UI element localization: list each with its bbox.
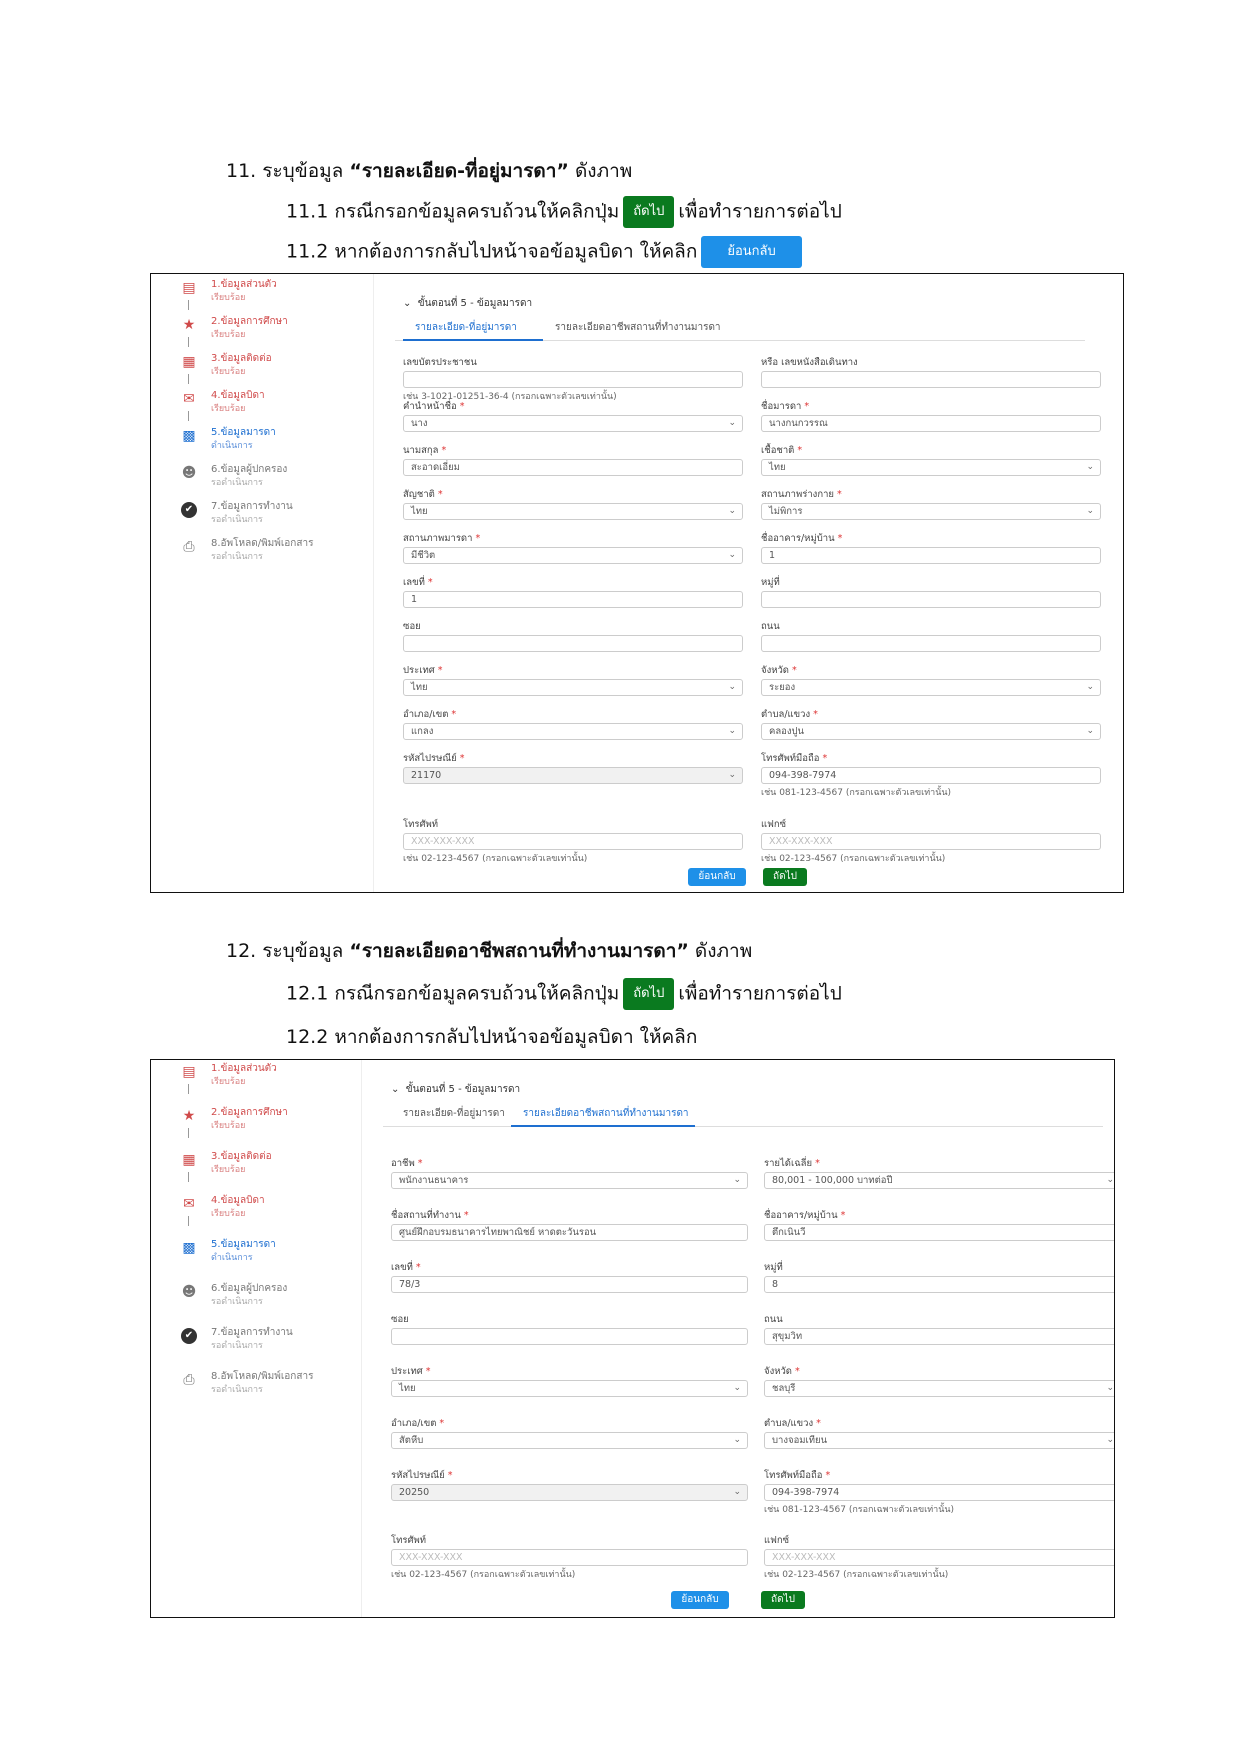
g02-select[interactable]: [764, 1172, 1115, 1189]
sidebar-step-status: ดำเนินการ: [211, 441, 253, 451]
f03-value: นาง: [411, 418, 428, 429]
g14-hint: เช่น 081-123-4567 (กรอกเฉพาะตัวเลขเท่านั้น): [764, 1505, 955, 1515]
f03-select[interactable]: [403, 415, 743, 432]
f08-select[interactable]: [761, 503, 1101, 520]
g07-label: ซอย: [391, 1314, 409, 1325]
g13-label: รหัสไปรษณีย์ *: [391, 1470, 453, 1481]
form-panel-2: [361, 1060, 1114, 1617]
step-connector: [188, 1084, 189, 1094]
sidebar-step-label: 3.ข้อมูลติดต่อ: [211, 1151, 272, 1162]
check-circle-icon: ✔: [181, 502, 197, 518]
sidebar-step-4[interactable]: [171, 389, 371, 425]
f05-value: สะอาดเอี่ยม: [411, 462, 460, 473]
f22-input[interactable]: [761, 833, 1101, 850]
g11-select[interactable]: [391, 1432, 748, 1449]
active-tab-indicator: [511, 1125, 695, 1127]
f09-value: มีชีวิต: [411, 550, 436, 561]
f11-label: เลขที่ *: [403, 577, 433, 588]
f02-label: หรือ เลขหนังสือเดินทาง: [761, 357, 858, 368]
f05-label: นามสกุล *: [403, 445, 447, 456]
f20-label: โทรศัพท์มือถือ *: [761, 753, 828, 764]
sidebar-step-7[interactable]: [171, 500, 371, 536]
f21-value: XXX-XXX-XXX: [411, 836, 475, 847]
f04-input[interactable]: [761, 415, 1101, 432]
f22-label: แฟกซ์: [761, 819, 787, 830]
sidebar-step-status: เรียบร้อย: [211, 1077, 246, 1087]
g09-value: ไทย: [399, 1383, 416, 1394]
sidebar-step-status: ดำเนินการ: [211, 1253, 253, 1263]
sidebar-step-status: เรียบร้อย: [211, 1209, 246, 1219]
sidebar-step-label: 6.ข้อมูลผู้ปกครอง: [211, 464, 288, 475]
f10-label: ชื่ออาคาร/หมู่บ้าน *: [761, 533, 843, 544]
g05-input[interactable]: [391, 1276, 748, 1293]
sidebar-step-2[interactable]: [171, 315, 371, 351]
f16-value: ระยอง: [769, 682, 796, 693]
next-button-sample: ถัดไป: [623, 196, 674, 228]
sidebar-step-label: 2.ข้อมูลการศึกษา: [211, 316, 288, 327]
f21-input[interactable]: [403, 833, 743, 850]
sidebar-step-status: รอดำเนินการ: [211, 1385, 263, 1395]
g06-label: หมู่ที่: [764, 1262, 783, 1273]
g10-select[interactable]: [764, 1380, 1115, 1397]
step-connector: [188, 300, 189, 310]
g01-select[interactable]: [391, 1172, 748, 1189]
sidebar-step-label: 8.อัพโหลด/พิมพ์เอกสาร: [211, 1371, 314, 1382]
f10-input[interactable]: [761, 547, 1101, 564]
sidebar-step-8[interactable]: [171, 1370, 371, 1406]
g06-value: 8: [772, 1279, 779, 1290]
next-button[interactable]: ถัดไป: [761, 1591, 805, 1609]
g05-value: 78/3: [399, 1279, 421, 1290]
back-button[interactable]: ย้อนกลับ: [671, 1591, 729, 1609]
f15-select[interactable]: [403, 679, 743, 696]
f11-input[interactable]: [403, 591, 743, 608]
f07-label: สัญชาติ *: [403, 489, 443, 500]
g06-input[interactable]: [764, 1276, 1115, 1293]
f22-hint: เช่น 02-123-4567 (กรอกเฉพาะตัวเลขเท่านั้น): [761, 854, 946, 864]
f01-input[interactable]: [403, 371, 743, 388]
f17-select[interactable]: [403, 723, 743, 740]
g11-value: สัตหีบ: [399, 1435, 424, 1446]
chevron-down-icon: ⌄: [728, 770, 736, 780]
g12-select[interactable]: [764, 1432, 1115, 1449]
sidebar-step-5[interactable]: [171, 1238, 371, 1274]
sidebar-step-6[interactable]: [171, 463, 371, 499]
sidebar-step-label: 5.ข้อมูลมารดา: [211, 1239, 276, 1250]
g16-label: แฟกซ์: [764, 1535, 790, 1546]
people-icon: ☻: [181, 465, 197, 481]
f20-hint: เช่น 081-123-4567 (กรอกเฉพาะตัวเลขเท่านั้น): [761, 788, 952, 798]
sidebar-step-1[interactable]: [171, 278, 371, 314]
f18-select[interactable]: [761, 723, 1101, 740]
sidebar-step-status: เรียบร้อย: [211, 1121, 246, 1131]
chevron-down-icon: ⌄: [728, 682, 736, 692]
book-icon: ▩: [182, 1240, 196, 1256]
g15-hint: เช่น 02-123-4567 (กรอกเฉพาะตัวเลขเท่านั้น): [391, 1570, 576, 1580]
chevron-down-icon: ⌄: [728, 550, 736, 560]
step-connector: [188, 337, 189, 347]
g13-value: 20250: [399, 1487, 430, 1498]
f18-value: คลองปูน: [769, 726, 805, 737]
tab-work[interactable]: รายละเอียดอาชีพสถานที่ทำงานมารดา: [555, 322, 721, 333]
f10-value: 1: [769, 550, 776, 561]
f06-value: ไทย: [769, 462, 786, 473]
g15-label: โทรศัพท์: [391, 1535, 427, 1546]
f19-value: 21170: [411, 770, 442, 781]
g14-input[interactable]: [764, 1484, 1115, 1501]
section-11-heading: 11. ระบุข้อมูล “รายละเอียด-ที่อยู่มารดา” ดังภาพ: [226, 160, 633, 182]
f07-select[interactable]: [403, 503, 743, 520]
sidebar-step-label: 1.ข้อมูลส่วนตัว: [211, 279, 277, 290]
f16-select[interactable]: [761, 679, 1101, 696]
star-icon: ★: [182, 1108, 196, 1124]
chevron-down-icon: ⌄: [1086, 506, 1094, 516]
f07-value: ไทย: [411, 506, 428, 517]
next-button-sample-2: ถัดไป: [623, 978, 674, 1010]
f17-value: แกลง: [411, 726, 434, 737]
steps-sidebar: [151, 274, 374, 892]
g09-label: ประเทศ *: [391, 1366, 431, 1377]
f21-hint: เช่น 02-123-4567 (กรอกเฉพาะตัวเลขเท่านั้น): [403, 854, 588, 864]
f15-value: ไทย: [411, 682, 428, 693]
chevron-down-icon: ⌄: [733, 1487, 741, 1497]
mail-icon: ✉: [183, 1196, 195, 1212]
g04-label: ชื่ออาคาร/หมู่บ้าน *: [764, 1210, 846, 1221]
sidebar-step-status: เรียบร้อย: [211, 330, 246, 340]
f08-value: ไม่พิการ: [769, 506, 803, 517]
f18-label: ตำบล/แขวง *: [761, 709, 818, 720]
sidebar-step-status: เรียบร้อย: [211, 404, 246, 414]
star-icon: ★: [182, 317, 196, 333]
sidebar-step-status: เรียบร้อย: [211, 293, 246, 303]
people-icon: ☻: [181, 1284, 197, 1300]
g03-label: ชื่อสถานที่ทำงาน *: [391, 1210, 469, 1221]
sidebar-step-3[interactable]: [171, 1150, 371, 1186]
g09-select[interactable]: [391, 1380, 748, 1397]
f21-label: โทรศัพท์: [403, 819, 439, 830]
f17-label: อำเภอ/เขต *: [403, 709, 457, 720]
f22-value: XXX-XXX-XXX: [769, 836, 833, 847]
step-connector: [188, 1128, 189, 1138]
g10-label: จังหวัด *: [764, 1366, 800, 1377]
sidebar-step-label: 3.ข้อมูลติดต่อ: [211, 353, 272, 364]
f12-input[interactable]: [761, 591, 1101, 608]
sidebar-step-8[interactable]: [171, 537, 371, 573]
f14-label: ถนน: [761, 621, 780, 632]
sidebar-step-label: 7.ข้อมูลการทำงาน: [211, 1327, 293, 1338]
step-title: ขั้นตอนที่ 5 - ข้อมูลมารดา: [417, 298, 533, 309]
sidebar-step-status: เรียบร้อย: [211, 1165, 246, 1175]
f08-label: สถานภาพร่างกาย *: [761, 489, 842, 500]
chevron-down-icon: ⌄: [728, 506, 736, 516]
chevron-down-icon: ⌄: [733, 1435, 741, 1445]
sidebar-step-status: เรียบร้อย: [211, 367, 246, 377]
g03-value: ศูนย์ฝึกอบรมธนาคารไทยพาณิชย์ หาดตะวันรอน: [399, 1227, 597, 1238]
sidebar-step-4[interactable]: [171, 1194, 371, 1230]
contact-card-icon: ▦: [182, 1152, 196, 1168]
section-12-1: 12.1 กรณีกรอกข้อมูลครบถ้วนให้คลิกปุ่ม ถัดไป เพื่อทำรายการต่อไป: [286, 978, 842, 1010]
f02-input[interactable]: [761, 371, 1101, 388]
sidebar-step-label: 8.อัพโหลด/พิมพ์เอกสาร: [211, 538, 314, 549]
chevron-down-icon: ⌄: [1086, 462, 1094, 472]
f20-value: 094-398-7974: [769, 770, 837, 781]
sidebar-step-status: รอดำเนินการ: [211, 1341, 263, 1351]
sidebar-step-3[interactable]: [171, 352, 371, 388]
sidebar-step-label: 7.ข้อมูลการทำงาน: [211, 501, 293, 512]
f04-label: ชื่อมารดา *: [761, 401, 810, 412]
chevron-down-icon: ⌄: [1106, 1383, 1114, 1393]
section-11-1: 11.1 กรณีกรอกข้อมูลครบถ้วนให้คลิกปุ่ม ถัดไป เพื่อทำรายการต่อไป: [286, 196, 842, 228]
screenshot-address-form: [150, 273, 1124, 893]
g04-value: ตึกเนินวี: [772, 1227, 806, 1238]
sidebar-step-label: 1.ข้อมูลส่วนตัว: [211, 1063, 277, 1074]
g16-value: XXX-XXX-XXX: [772, 1552, 836, 1563]
section-11-2: 11.2 หากต้องการกลับไปหน้าจอข้อมูลบิดา ให้คลิก ย้อนกลับ: [286, 236, 806, 268]
f16-label: จังหวัด *: [761, 665, 797, 676]
chevron-down-icon: ⌄: [728, 418, 736, 428]
g14-value: 094-398-7974: [772, 1487, 840, 1498]
tab-address[interactable]: รายละเอียด-ที่อยู่มารดา: [403, 1108, 505, 1119]
sidebar-step-5[interactable]: [171, 426, 371, 462]
screenshot-work-form: [150, 1059, 1115, 1618]
g11-label: อำเภอ/เขต *: [391, 1418, 445, 1429]
sidebar-step-status: รอดำเนินการ: [211, 552, 263, 562]
g16-input[interactable]: [764, 1549, 1115, 1566]
f01-hint: เช่น 3-1021-01251-36-4 (กรอกเฉพาะตัวเลขเท่านั้น): [403, 392, 617, 402]
next-button[interactable]: ถัดไป: [763, 868, 807, 886]
chevron-down-icon: ⌄: [1086, 682, 1094, 692]
g08-input[interactable]: [764, 1328, 1115, 1345]
step-connector: [188, 374, 189, 384]
sidebar-step-status: รอดำเนินการ: [211, 515, 263, 525]
tab-bar: [395, 318, 1085, 341]
f13-input[interactable]: [403, 635, 743, 652]
g08-value: สุขุมวิท: [772, 1331, 803, 1342]
step-header[interactable]: [391, 1082, 520, 1097]
sidebar-step-7[interactable]: [171, 1326, 371, 1362]
sidebar-step-label: 2.ข้อมูลการศึกษา: [211, 1107, 288, 1118]
active-tab-indicator: [403, 339, 543, 341]
mail-icon: ✉: [183, 391, 195, 407]
back-button-sample: ย้อนกลับ: [701, 236, 801, 268]
g12-value: บางจอมเทียน: [772, 1435, 828, 1446]
document-icon: ▤: [182, 280, 196, 296]
sidebar-step-label: 4.ข้อมูลบิดา: [211, 1195, 265, 1206]
f12-label: หมู่ที่: [761, 577, 780, 588]
sidebar-step-status: รอดำเนินการ: [211, 1297, 263, 1307]
g13-select[interactable]: [391, 1484, 748, 1501]
g10-value: ชลบุรี: [772, 1383, 796, 1394]
chevron-down-icon: ⌄: [733, 1175, 741, 1185]
f14-input[interactable]: [761, 635, 1101, 652]
form-panel: [373, 274, 1123, 892]
f09-select[interactable]: [403, 547, 743, 564]
g05-label: เลขที่ *: [391, 1262, 421, 1273]
document-icon: ▤: [182, 1064, 196, 1080]
step-connector: [188, 411, 189, 421]
g04-input[interactable]: [764, 1224, 1115, 1241]
sidebar-step-2[interactable]: [171, 1106, 371, 1142]
g15-value: XXX-XXX-XXX: [399, 1552, 463, 1563]
chevron-down-icon: ⌄: [1106, 1435, 1114, 1445]
printer-icon: ⎙: [183, 1372, 195, 1388]
g08-label: ถนน: [764, 1314, 783, 1325]
tab-address[interactable]: รายละเอียด-ที่อยู่มารดา: [415, 322, 517, 333]
f19-select[interactable]: [403, 767, 743, 784]
f06-select[interactable]: [761, 459, 1101, 476]
book-icon: ▩: [182, 428, 196, 444]
chevron-down-icon: ⌄: [1086, 726, 1094, 736]
g03-input[interactable]: [391, 1224, 748, 1241]
g01-value: พนักงานธนาคาร: [399, 1175, 469, 1186]
sidebar-step-status: รอดำเนินการ: [211, 478, 263, 488]
chevron-down-icon: ⌄: [728, 726, 736, 736]
g16-hint: เช่น 02-123-4567 (กรอกเฉพาะตัวเลขเท่านั้น): [764, 1570, 949, 1580]
step-connector: [188, 1172, 189, 1182]
f05-input[interactable]: [403, 459, 743, 476]
f09-label: สถานภาพมารดา *: [403, 533, 481, 544]
f15-label: ประเทศ *: [403, 665, 443, 676]
g14-label: โทรศัพท์มือถือ *: [764, 1470, 831, 1481]
section-12-2: 12.2 หากต้องการกลับไปหน้าจอข้อมูลบิดา ให้คลิก: [286, 1026, 698, 1048]
section-12-heading: 12. ระบุข้อมูล “รายละเอียดอาชีพสถานที่ทำงานมารดา” ดังภาพ: [226, 940, 753, 962]
g07-input[interactable]: [391, 1328, 748, 1345]
sidebar-step-label: 4.ข้อมูลบิดา: [211, 390, 265, 401]
step-connector: [188, 1216, 189, 1226]
f06-label: เชื้อชาติ *: [761, 445, 803, 456]
check-circle-icon: ✔: [181, 1328, 197, 1344]
tab-bar: [383, 1104, 1103, 1127]
f11-value: 1: [411, 594, 418, 605]
f20-input[interactable]: [761, 767, 1101, 784]
g01-label: อาชีพ *: [391, 1158, 423, 1169]
g12-label: ตำบล/แขวง *: [764, 1418, 821, 1429]
sidebar-step-label: 6.ข้อมูลผู้ปกครอง: [211, 1283, 288, 1294]
printer-icon: ⎙: [183, 539, 195, 555]
back-button[interactable]: ย้อนกลับ: [688, 868, 746, 886]
sidebar-step-6[interactable]: [171, 1282, 371, 1318]
g02-value: 80,001 - 100,000 บาทต่อปี: [772, 1175, 893, 1186]
f03-label: คำนำหน้าชื่อ *: [403, 401, 465, 412]
g15-input[interactable]: [391, 1549, 748, 1566]
f19-label: รหัสไปรษณีย์ *: [403, 753, 465, 764]
f13-label: ซอย: [403, 621, 421, 632]
chevron-down-icon: ⌄: [1106, 1175, 1114, 1185]
contact-card-icon: ▦: [182, 354, 196, 370]
g02-label: รายได้เฉลี่ย *: [764, 1158, 820, 1169]
chevron-down-icon: ⌄: [733, 1383, 741, 1393]
f01-label: เลขบัตรประชาชน: [403, 357, 477, 368]
f04-value: นางกนกวรรณ: [769, 418, 828, 429]
sidebar-step-1[interactable]: [171, 1062, 371, 1098]
tab-work[interactable]: รายละเอียดอาชีพสถานที่ทำงานมารดา: [523, 1108, 689, 1119]
chevron-down-icon: ⌄: [391, 1084, 406, 1095]
step-header[interactable]: [403, 296, 532, 311]
steps-sidebar-2: [151, 1060, 362, 1617]
step-title: ขั้นตอนที่ 5 - ข้อมูลมารดา: [405, 1084, 521, 1095]
sidebar-step-label: 5.ข้อมูลมารดา: [211, 427, 276, 438]
chevron-down-icon: ⌄: [403, 298, 418, 309]
